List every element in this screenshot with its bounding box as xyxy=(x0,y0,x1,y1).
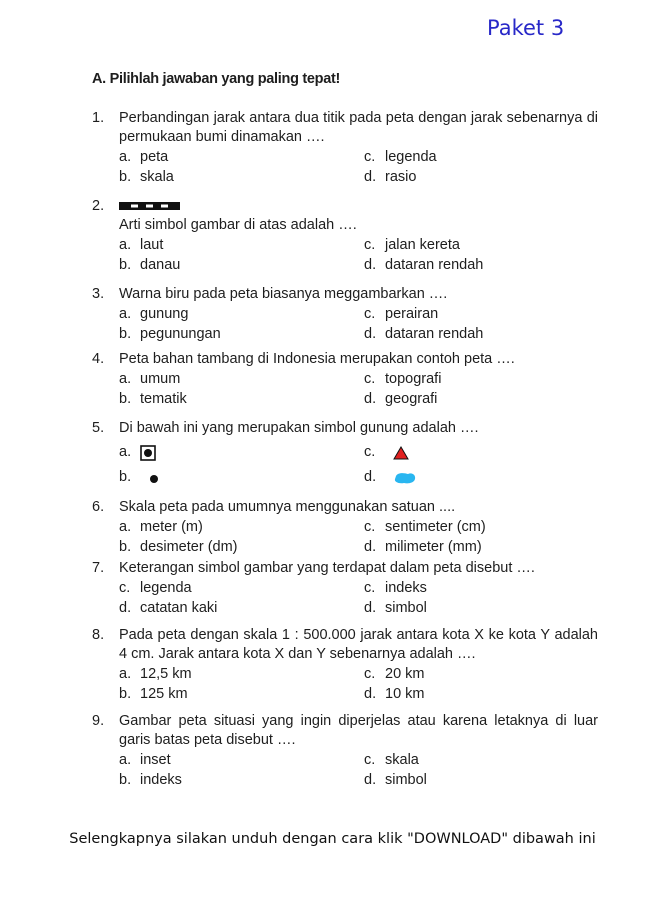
option-text: pegunungan xyxy=(140,325,221,342)
option-letter: a. xyxy=(119,444,132,460)
question-3 xyxy=(92,285,598,344)
option-text: topografi xyxy=(385,370,442,387)
option-letter: b. xyxy=(119,771,132,788)
option-d[interactable] xyxy=(364,537,598,557)
option-a[interactable] xyxy=(119,369,364,389)
option-c[interactable] xyxy=(364,578,598,598)
red-triangle-icon xyxy=(393,446,409,460)
option-c[interactable] xyxy=(364,304,598,324)
option-b[interactable] xyxy=(119,324,364,344)
blue-blob-icon xyxy=(393,471,417,485)
option-b[interactable] xyxy=(119,255,364,275)
option-text: tematik xyxy=(140,390,187,407)
question-1 xyxy=(92,109,598,187)
option-text: simbol xyxy=(385,599,427,616)
option-letter: b. xyxy=(119,168,132,185)
black-dot-icon xyxy=(148,472,160,484)
question-stem: Di bawah ini yang merupakan simbol gunung adalah …. xyxy=(119,420,479,436)
option-a[interactable] xyxy=(119,440,364,465)
question-5 xyxy=(92,419,598,490)
option-text: 10 km xyxy=(385,685,425,702)
option-d[interactable] xyxy=(364,389,598,409)
option-text: inset xyxy=(140,751,171,768)
option-c[interactable] xyxy=(364,750,598,770)
option-text: geografi xyxy=(385,390,438,407)
option-d[interactable] xyxy=(119,598,364,618)
option-b[interactable] xyxy=(119,684,364,704)
option-text: dataran rendah xyxy=(385,325,484,342)
question-number: 1. xyxy=(92,110,105,126)
question-number: 5. xyxy=(92,420,105,436)
option-letter: d. xyxy=(364,599,377,616)
question-number: 3. xyxy=(92,286,105,302)
square-dot-icon xyxy=(140,445,156,461)
option-c[interactable] xyxy=(119,578,364,598)
option-a[interactable] xyxy=(119,664,364,684)
option-letter: c. xyxy=(364,370,376,387)
question-stem: Gambar peta situasi yang ingin diperjelas atau karena letaknya di luar garis batas peta disebut …. xyxy=(119,713,598,748)
question-number: 4. xyxy=(92,351,105,367)
option-text: indeks xyxy=(385,579,427,596)
question-2 xyxy=(92,197,598,275)
option-d[interactable] xyxy=(364,684,598,704)
question-7 xyxy=(92,559,598,618)
option-letter: a. xyxy=(119,518,132,535)
option-letter: d. xyxy=(364,538,377,555)
option-c[interactable] xyxy=(364,235,598,255)
option-letter: b. xyxy=(119,390,132,407)
question-number: 7. xyxy=(92,560,105,576)
question-number: 2. xyxy=(92,198,105,214)
option-letter: c. xyxy=(364,518,376,535)
option-c[interactable] xyxy=(364,440,598,465)
option-letter: c. xyxy=(364,148,376,165)
option-letter: d. xyxy=(364,256,377,273)
option-letter: a. xyxy=(119,665,132,682)
option-text: skala xyxy=(140,168,174,185)
option-letter: b. xyxy=(119,325,132,342)
option-letter: b. xyxy=(119,256,132,273)
option-letter: a. xyxy=(119,236,132,253)
option-c[interactable] xyxy=(364,517,598,537)
question-4 xyxy=(92,350,598,409)
option-letter: b. xyxy=(119,469,132,485)
option-text: perairan xyxy=(385,305,439,322)
option-d[interactable] xyxy=(364,598,598,618)
download-instruction: Selengkapnya silakan unduh dengan cara klik "DOWNLOAD" dibawah ini xyxy=(69,831,596,847)
option-letter: c. xyxy=(119,579,131,596)
section-heading: A. Pilihlah jawaban yang paling tepat! xyxy=(92,71,341,87)
option-d[interactable] xyxy=(364,255,598,275)
option-a[interactable] xyxy=(119,517,364,537)
option-letter: d. xyxy=(364,168,377,185)
option-text: 12,5 km xyxy=(140,665,192,682)
option-text: 125 km xyxy=(140,685,188,702)
railway-symbol-icon xyxy=(119,202,180,210)
option-a[interactable] xyxy=(119,750,364,770)
question-number: 6. xyxy=(92,499,105,515)
option-d[interactable] xyxy=(364,465,598,490)
option-text: milimeter (mm) xyxy=(385,538,482,555)
option-text: skala xyxy=(385,751,419,768)
question-number: 9. xyxy=(92,713,105,729)
option-d[interactable] xyxy=(364,324,598,344)
option-text: 20 km xyxy=(385,665,425,682)
option-a[interactable] xyxy=(119,235,364,255)
option-text: gunung xyxy=(140,305,189,322)
option-b[interactable] xyxy=(119,389,364,409)
option-a[interactable] xyxy=(119,304,364,324)
option-letter: a. xyxy=(119,751,132,768)
option-d[interactable] xyxy=(364,770,598,790)
option-text: sentimeter (cm) xyxy=(385,518,486,535)
option-c[interactable] xyxy=(364,664,598,684)
option-letter: d. xyxy=(364,469,377,485)
option-letter: c. xyxy=(364,579,376,596)
option-letter: d. xyxy=(119,599,132,616)
option-letter: d. xyxy=(364,771,377,788)
option-letter: c. xyxy=(364,305,376,322)
option-text: desimeter (dm) xyxy=(140,538,238,555)
option-a[interactable] xyxy=(119,147,364,167)
option-text: catatan kaki xyxy=(140,599,218,616)
question-stem: Perbandingan jarak antara dua titik pada peta dengan jarak sebenarnya di permukaan bumi dinamakan …. xyxy=(119,110,598,145)
option-letter: c. xyxy=(364,236,376,253)
option-d[interactable] xyxy=(364,167,598,187)
option-letter: b. xyxy=(119,685,132,702)
option-letter: d. xyxy=(364,325,377,342)
option-b[interactable] xyxy=(119,167,364,187)
question-9 xyxy=(92,712,598,790)
option-text: umum xyxy=(140,370,181,387)
option-b[interactable] xyxy=(119,465,364,490)
option-text: legenda xyxy=(140,579,192,596)
option-text: legenda xyxy=(385,148,437,165)
question-stem: Skala peta pada umumnya menggunakan satuan .... xyxy=(119,499,456,515)
question-stem: Keterangan simbol gambar yang terdapat dalam peta disebut …. xyxy=(119,560,535,576)
option-text: dataran rendah xyxy=(385,256,484,273)
option-letter: d. xyxy=(364,390,377,407)
option-c[interactable] xyxy=(364,369,598,389)
option-b[interactable] xyxy=(119,770,364,790)
question-stem: Pada peta dengan skala 1 : 500.000 jarak antara kota X ke kota Y adalah 4 cm. Jarak antara kota X dan Y sebenarnya adalah …. xyxy=(119,627,598,662)
option-text: rasio xyxy=(385,168,417,185)
option-letter: c. xyxy=(364,444,376,460)
option-text: peta xyxy=(140,148,169,165)
option-text: laut xyxy=(140,236,164,253)
option-b[interactable] xyxy=(119,537,364,557)
option-letter: d. xyxy=(364,685,377,702)
question-stem: Arti simbol gambar di atas adalah …. xyxy=(119,217,357,233)
question-8 xyxy=(92,626,598,704)
question-number: 8. xyxy=(92,627,105,643)
option-text: simbol xyxy=(385,771,427,788)
option-letter: c. xyxy=(364,665,376,682)
option-text: meter (m) xyxy=(140,518,203,535)
option-text: jalan kereta xyxy=(385,236,460,253)
question-stem: Peta bahan tambang di Indonesia merupakan contoh peta …. xyxy=(119,351,515,367)
option-letter: b. xyxy=(119,538,132,555)
question-stem: Warna biru pada peta biasanya meggambarkan …. xyxy=(119,286,448,302)
option-text: danau xyxy=(140,256,181,273)
paket-title: Paket 3 xyxy=(487,16,565,40)
option-letter: c. xyxy=(364,751,376,768)
option-c[interactable] xyxy=(364,147,598,167)
option-letter: a. xyxy=(119,305,132,322)
question-6 xyxy=(92,498,598,557)
option-letter: a. xyxy=(119,148,132,165)
option-text: indeks xyxy=(140,771,182,788)
option-letter: a. xyxy=(119,370,132,387)
